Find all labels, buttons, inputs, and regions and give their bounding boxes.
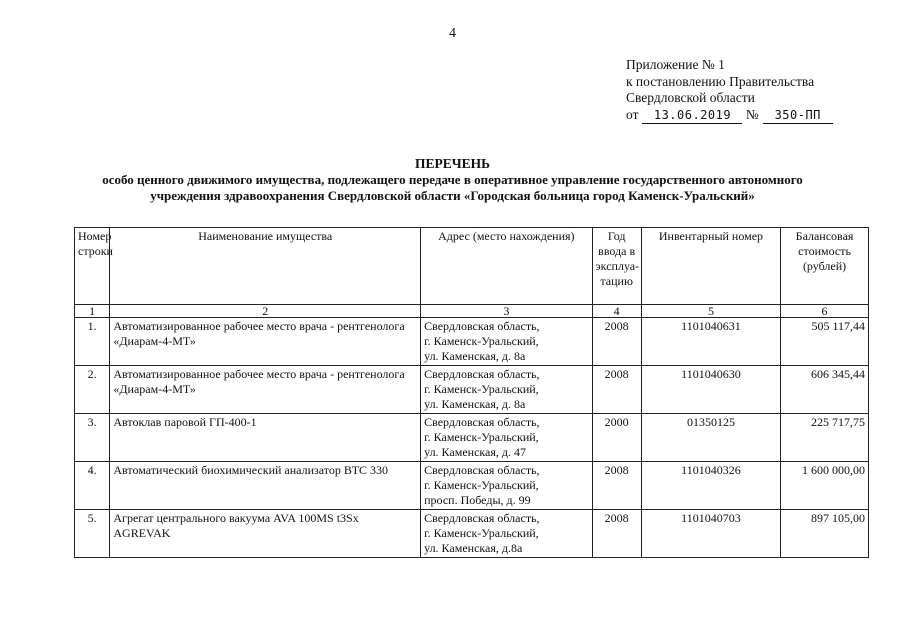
commission-year: 2000 — [592, 414, 641, 462]
address-line: г. Каменск-Уральский, — [424, 334, 539, 348]
address-line: Свердловская область, — [424, 511, 540, 525]
address-line: ул. Каменская, д. 8а — [424, 397, 526, 411]
table-row — [75, 366, 869, 414]
commission-year: 2008 — [592, 462, 641, 510]
asset-address — [421, 510, 592, 558]
inventory-number: 1101040630 — [641, 366, 780, 414]
document-title — [60, 156, 845, 204]
appendix-line-1: Приложение № 1 — [626, 57, 725, 72]
title-line-1: особо ценного движимого имущества, подлежащего передаче в оперативное управление государственного автономного — [102, 172, 803, 187]
title-line-2: учреждения здравоохранения Свердловской области «Городская больница город Каменск-Уральский» — [150, 188, 755, 203]
commission-year: 2008 — [592, 318, 641, 366]
table-header-row — [75, 228, 869, 305]
asset-name: Автоматический биохимический анализатор ВТС 330 — [110, 462, 421, 510]
row-number: 1. — [75, 318, 110, 366]
resolution-number: 350-ПП — [763, 107, 833, 125]
address-line: ул. Каменская, д. 47 — [424, 445, 526, 459]
column-number: 2 — [110, 305, 421, 318]
inventory-number: 01350125 — [641, 414, 780, 462]
asset-name: Автоматизированное рабочее место врача - рентгенолога «Диарам-4-МТ» — [110, 318, 421, 366]
inventory-number: 1101040703 — [641, 510, 780, 558]
address-line: г. Каменск-Уральский, — [424, 526, 539, 540]
header-name: Наименование имущества — [110, 228, 421, 305]
asset-name: Агрегат центрального вакуума AVA 100MS t3Sx AGREVAK — [110, 510, 421, 558]
page-number: 4 — [449, 26, 456, 41]
assets-table — [74, 227, 869, 558]
column-number-row — [75, 305, 869, 318]
inventory-number: 1101040631 — [641, 318, 780, 366]
address-line: просп. Победы, д. 99 — [424, 493, 531, 507]
address-line: Свердловская область, — [424, 415, 540, 429]
asset-address — [421, 366, 592, 414]
address-line: г. Каменск-Уральский, — [424, 382, 539, 396]
asset-address — [421, 414, 592, 462]
table-row — [75, 510, 869, 558]
address-line: Свердловская область, — [424, 319, 540, 333]
from-label: от — [626, 106, 639, 122]
inventory-number: 1101040326 — [641, 462, 780, 510]
header-inventory-number: Инвентарный номер — [641, 228, 780, 305]
address-line: ул. Каменская, д. 8а — [424, 349, 526, 363]
header-year: Год ввода в эксплуа-тацию — [592, 228, 641, 305]
balance-cost: 897 105,00 — [781, 510, 869, 558]
balance-cost: 606 345,44 — [781, 366, 869, 414]
address-line: Свердловская область, — [424, 367, 540, 381]
asset-name: Автоматизированное рабочее место врача - рентгенолога «Диарам-4-МТ» — [110, 366, 421, 414]
column-number: 4 — [592, 305, 641, 318]
asset-address — [421, 318, 592, 366]
appendix-line-3: Свердловской области — [626, 90, 755, 105]
number-label: № — [745, 106, 759, 122]
row-number: 3. — [75, 414, 110, 462]
address-line: Свердловская область, — [424, 463, 540, 477]
row-number: 5. — [75, 510, 110, 558]
address-line: г. Каменск-Уральский, — [424, 478, 539, 492]
column-number: 5 — [641, 305, 780, 318]
asset-name: Автоклав паровой ГП-400-1 — [110, 414, 421, 462]
balance-cost: 1 600 000,00 — [781, 462, 869, 510]
header-row-number: Номер строки — [75, 228, 110, 305]
appendix-line-2: к постановлению Правительства — [626, 73, 815, 89]
address-line: ул. Каменская, д.8а — [424, 541, 523, 555]
column-number: 3 — [421, 305, 592, 318]
balance-cost: 225 717,75 — [781, 414, 869, 462]
commission-year: 2008 — [592, 366, 641, 414]
table-row — [75, 462, 869, 510]
column-number: 1 — [75, 305, 110, 318]
column-number: 6 — [781, 305, 869, 318]
address-line: г. Каменск-Уральский, — [424, 430, 539, 444]
commission-year: 2008 — [592, 510, 641, 558]
title-heading: ПЕРЕЧЕНЬ — [414, 156, 491, 171]
row-number: 2. — [75, 366, 110, 414]
asset-address — [421, 462, 592, 510]
table-row — [75, 318, 869, 366]
appendix-block — [626, 57, 833, 124]
row-number: 4. — [75, 462, 110, 510]
table-row — [75, 414, 869, 462]
header-balance-cost: Балансовая стоимость (рублей) — [781, 228, 869, 305]
header-address: Адрес (место нахождения) — [421, 228, 592, 305]
appendix-date-line — [626, 107, 833, 125]
balance-cost: 505 117,44 — [781, 318, 869, 366]
resolution-date: 13.06.2019 — [642, 107, 742, 125]
